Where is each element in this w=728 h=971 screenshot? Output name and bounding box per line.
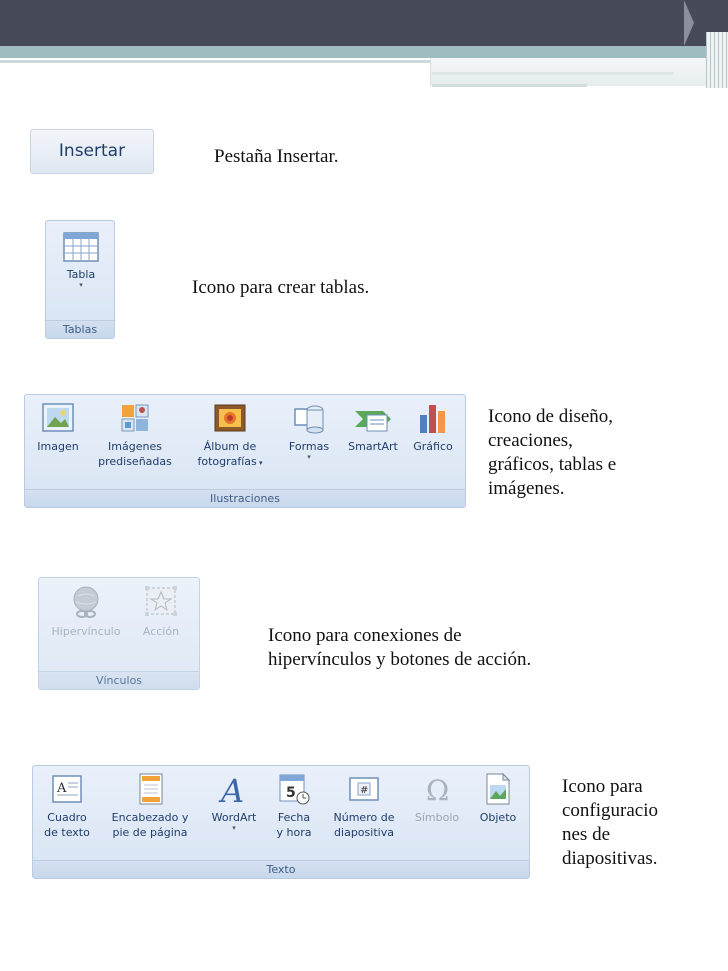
- caption-vinculos: [268, 624, 531, 672]
- header-band: [0, 0, 728, 46]
- action-icon: [143, 584, 179, 620]
- caption-ilustraciones-line-3: gráficos, tablas e: [488, 454, 617, 475]
- table-button-label: Tabla: [66, 268, 96, 281]
- svg-text:#: #: [360, 785, 369, 796]
- chart-button-label: Gráfico: [413, 440, 453, 453]
- date-time-icon: [277, 772, 311, 806]
- symbol-button[interactable]: [407, 772, 467, 825]
- header-footer-button[interactable]: [101, 772, 199, 840]
- photo-album-button[interactable]: [185, 401, 275, 471]
- svg-text:5: 5: [286, 785, 296, 801]
- ribbon-group-tablas: [45, 220, 115, 339]
- group-label-ilustraciones: Ilustraciones: [25, 489, 465, 507]
- wordart-button[interactable]: [201, 772, 267, 832]
- clipart-button-label-1: Imágenes: [108, 440, 162, 453]
- shapes-button-label: Formas: [288, 440, 330, 453]
- photo-album-button-label-2: fotografías: [197, 455, 257, 468]
- caption-vinculos-line-1: Icono para conexiones de: [268, 625, 462, 646]
- chevron-down-icon: ▾: [232, 824, 236, 832]
- wordart-icon: [217, 772, 251, 806]
- caption-texto-line-4: diapositivas.: [562, 848, 658, 869]
- header-footer-button-label-1: Encabezado y: [111, 811, 189, 824]
- ribbon-group-vinculos: [38, 577, 200, 690]
- date-time-button[interactable]: [269, 772, 319, 840]
- caption-ilustraciones-line-2: creaciones,: [488, 430, 573, 451]
- chart-button[interactable]: [405, 401, 461, 454]
- chevron-down-icon: ▾: [307, 453, 311, 461]
- header-footer-button-label-2: pie de página: [112, 826, 188, 839]
- smartart-button[interactable]: [341, 401, 405, 454]
- ribbon-group-ilustraciones: [24, 394, 466, 508]
- header-vertical-lines: [706, 32, 728, 88]
- chart-icon: [416, 401, 450, 435]
- caption-insertar: Pestaña Insertar.: [214, 146, 339, 167]
- picture-button[interactable]: [29, 401, 87, 454]
- caption-texto: [562, 775, 658, 871]
- caption-ilustraciones-line-4: imágenes.: [488, 478, 565, 499]
- date-time-button-label-1: Fecha: [277, 811, 311, 824]
- hyperlink-button-label: Hipervínculo: [51, 625, 121, 638]
- header-stripe-low: [432, 84, 587, 87]
- hyperlink-icon: [68, 584, 104, 620]
- shapes-button[interactable]: [279, 401, 339, 461]
- smartart-button-label: SmartArt: [348, 440, 398, 453]
- smartart-icon: [353, 401, 393, 435]
- svg-text:A: A: [57, 781, 67, 796]
- wordart-button-label: WordArt: [211, 811, 257, 824]
- textbox-button-label-2: de texto: [44, 826, 90, 839]
- svg-text:A: A: [221, 772, 245, 806]
- chevron-down-icon: ▾: [256, 459, 263, 467]
- caption-texto-line-2: configuracio: [562, 800, 659, 821]
- caption-tablas: Icono para crear tablas.: [192, 277, 370, 298]
- object-button-label: Objeto: [479, 811, 517, 824]
- symbol-button-label: Símbolo: [414, 811, 460, 824]
- header-footer-icon: [133, 772, 167, 806]
- clipart-button-label-2: prediseñadas: [98, 455, 172, 468]
- group-label-vinculos: Vínculos: [39, 671, 199, 689]
- svg-text:Ω: Ω: [426, 774, 450, 806]
- textbox-button[interactable]: [35, 772, 99, 840]
- shapes-icon: [292, 401, 326, 435]
- table-button[interactable]: [54, 231, 108, 289]
- photo-album-button-label-1: Álbum de: [203, 440, 257, 453]
- photo-album-icon: [212, 401, 248, 435]
- caption-texto-line-1: Icono para: [562, 776, 643, 797]
- slide-number-button[interactable]: [323, 772, 405, 840]
- caption-vinculos-line-2: hipervínculos y botones de acción.: [268, 649, 532, 670]
- hyperlink-button[interactable]: [43, 584, 129, 639]
- picture-icon: [41, 401, 75, 435]
- clipart-button[interactable]: [89, 401, 181, 469]
- caption-ilustraciones-line-1: Icono de diseño,: [488, 406, 614, 427]
- textbox-icon: [50, 772, 84, 806]
- header-accent-band: [0, 46, 728, 58]
- header-stripe: [432, 72, 674, 75]
- date-time-button-label-2: y hora: [276, 826, 312, 839]
- ribbon-group-texto: [32, 765, 530, 879]
- chevron-down-icon: ▾: [79, 281, 83, 289]
- clipart-icon: [118, 401, 152, 435]
- object-button[interactable]: [469, 772, 527, 825]
- group-label-texto: Texto: [33, 860, 529, 878]
- group-label-tablas: Tablas: [46, 320, 114, 338]
- object-icon: [481, 772, 515, 806]
- picture-button-label: Imagen: [37, 440, 79, 453]
- caption-ilustraciones: [488, 405, 616, 501]
- action-button-label: Acción: [142, 625, 180, 638]
- header-arrow-decoration: [684, 0, 694, 46]
- slide-number-button-label-1: Número de: [333, 811, 395, 824]
- slide-number-button-label-2: diapositiva: [334, 826, 394, 839]
- table-icon: [62, 231, 100, 263]
- caption-texto-line-3: nes de: [562, 824, 611, 845]
- omega-symbol-icon: [420, 772, 454, 806]
- textbox-button-label-1: Cuadro: [47, 811, 87, 824]
- slide-number-icon: [347, 772, 381, 806]
- tab-insertar[interactable]: Insertar: [30, 129, 154, 174]
- action-button[interactable]: [131, 584, 191, 639]
